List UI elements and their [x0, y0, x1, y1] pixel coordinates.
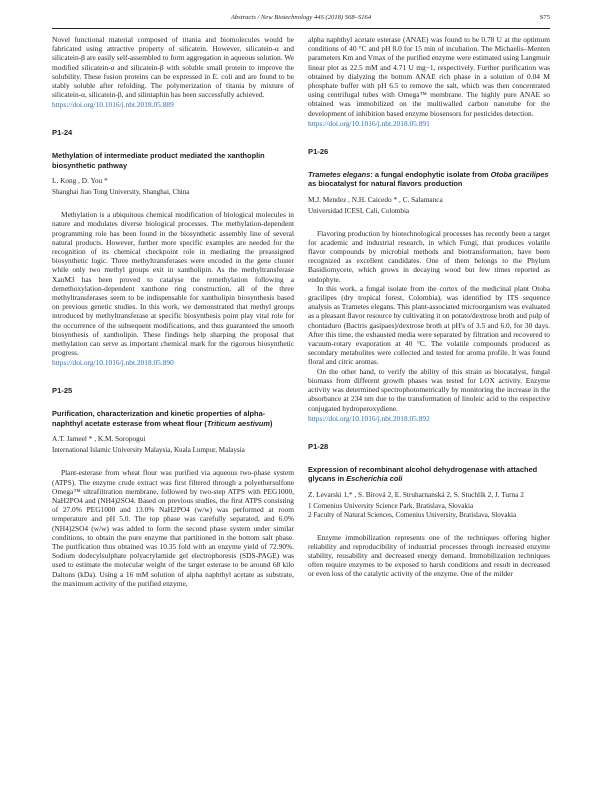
title-species: Otoba gracilipes: [490, 169, 549, 179]
abstract-affiliations: [308, 502, 550, 520]
page-number: S75: [539, 14, 550, 21]
doi-link-889[interactable]: https://doi.org/10.1016/j.nbt.2018.05.889: [52, 100, 174, 110]
header-rule: [52, 28, 550, 29]
abstract-authors: L. Kong , D. You *: [52, 176, 108, 186]
left-column: [52, 35, 294, 775]
abstract-p1-28: [308, 442, 550, 579]
intro-text: Novel functional material composed of titania and biomolecules would be fabricated using attractive property of silicatein. However, silicatein-α and silicatein-β are easily self-assembled to form aggregation in aqueous solution. We modified silicatein-α and silicatein-β with soluble small protein to improve the solubility. These fusion proteins can be expressed in E. coli and are found to be stably soluble after refolding. The polymerization of titania by mixture of silicatein-α, silicatein-β, and silintaphin has been successfully achieved.: [52, 35, 294, 100]
title-part: ): [269, 418, 273, 428]
title-part: Expression of recombinant alcohol dehydrogenase with attached glycans in: [308, 464, 538, 484]
doi-link-890[interactable]: https://doi.org/10.1016/j.nbt.2018.05.890: [52, 358, 174, 368]
abstract-affiliation: Universidad ICESI, Cali, Colombia: [308, 206, 410, 215]
doi-link-891[interactable]: https://doi.org/10.1016/j.nbt.2018.05.891: [308, 118, 430, 128]
abstract-authors: M.J. Mendez , N.H. Caicedo * , C. Salamanca: [308, 194, 443, 204]
abstract-continued: [308, 35, 550, 129]
abstract-title: [52, 409, 294, 428]
abstract-title: [308, 170, 550, 189]
doi-link-892[interactable]: https://doi.org/10.1016/j.nbt.2018.05.892: [308, 413, 430, 423]
abstract-code: P1-28: [308, 441, 329, 451]
abstract-body: Enzyme immobilization represents one of the techniques offering higher reliability and reproducibility of industrial processes through increased enzyme stability, reusability and decreased energy demand. Immobilization techniques often require enzymes to be exposed to harsh conditions and result in decreased or even loss of the catalytic activity of the enzyme. One of the milder: [308, 532, 550, 579]
affiliation-2: 2 Faculty of Natural Sciences, Comenius University, Bratislava, Slovakia: [308, 510, 517, 519]
abstract-code: P1-25: [52, 386, 73, 396]
abstract-authors: Z. Levarski 1,* , S. Bírová 2, E. Struharnanská 2, S. Stuchlík 2, J. Turna 2: [308, 489, 524, 499]
abstract-code: P1-26: [308, 146, 329, 156]
abstract-body: Methylation is a ubiquitous chemical modification of biological molecules in nature and modulates diverse biological processes. The methylation-dependent programming role has been found in the biosynthetic assembly line of several natural products. However, further more specific examples are needed for the recognition of its chemical checkpoint role in mediating the preassigned biosynthetic logic. Three methyltransferases were encoded in the gene cluster while only two methyl groups exit in xantholipin. As the methyltransferase XanM3 has been proved to catalyse the remethylation following a demethoxylation-dependent xanthone ring construction, all of the three methyltransferases seem to be indispensable for xantholipin biosynthesis based on previous genetic studies. In this work, we demonstrated that methyl groups introduced by methyltransferase at specific biosynthesis point play vital role for the occurrence of the subsequent modifications, and thus guaranteed the smooth biosynthesis of xantholipin. These findings help sharping the proposal that methylation can serve as important chemical mark for the rigorous biosynthetic progress.: [52, 210, 294, 358]
abstract-p1-24: [52, 128, 294, 368]
abstract-body-2: In this work, a fungal isolate from the cortex of the medicinal plant Otoba gracilipes (dry tropical forest, Colombia), was identified by ITS sequence analysis as Trametes elegans. This plant-associated microorganism was evaluated as a pleasant flavor resource by cultivating it on potato/dextrose broth and pulp of chontaduro (Bactris gasipaes)/dextrose broth at pH's of 3.5 and 6.0, for 30 days. After this time, the exhausted media were separated by filtration and recovered to vacuum-rotary evaporation at 40 °C. The volatile compounds produced as secondary metabolites were collected and tested for aroma profile. It was found floral and citric aromas.: [308, 283, 550, 367]
abstract-body-3: On the other hand, to verify the ability of this strain as biocatalyst, fungal biomass from different growth phases was tested for LOX activity. Enzyme activity was determined spectrophotometrically by monitoring the increase in the absorbance at 234 nm due to the transformation of linoleic acid to the respective conjugated hydroperoxydiene.: [308, 366, 550, 413]
abstract-title: Methylation of intermediate product mediated the xanthoplin biosynthetic pathway: [52, 151, 265, 170]
title-part: as biocatalyst for natural flavors production: [308, 179, 463, 189]
abstract-code: P1-24: [52, 128, 73, 138]
abstract-continued: [52, 35, 294, 110]
abstract-affiliation: International Islamic University Malaysia, Kuala Lumpur, Malaysia: [52, 446, 245, 455]
title-species: Trametes elegans: [308, 169, 371, 179]
abstract-p1-26: [308, 147, 550, 424]
abstract-authors: A.T. Jameel * , K.M. Soropogui: [52, 434, 146, 444]
title-part: Purification, characterization and kinetic properties of alpha-naphthyl acetate esterase from wheat flour (: [52, 409, 266, 428]
abstract-title: [308, 465, 550, 484]
title-part: : a fungal endophytic isolate from: [370, 169, 491, 179]
abstract-p1-25: [52, 386, 294, 587]
continued-text: alpha naphthyl acetate esterase (ANAE) was found to be 0.78 U at the optimum conditions of 40 °C and pH 8.0 for 15 min of incubation. The Michaelis–Menten parameters Km and Vmax of the purified enzyme were estimated using Langmuir linear plot as 22.5 mM and 4.71 U mg−1, respectively. Further purification was obtained by dialyzing the bottom ANAE rich phase in a solution of 0.04 M phosphate buffer with pH 6.5 to remove the salt, which was then concentrated using centrifugal tubes with Omega™ membrane. The highly pure ANAE so obtained was immobilized on the multiwalled carbon nanotube for the development of inhibition based enzyme biosensors for pesticides detection.: [308, 35, 550, 118]
title-species: Escherichia coli: [346, 474, 403, 484]
abstract-body-1: Flavoring production by biotechnological processes has recently been a target for academic and industrial research, in which Fungi, that produces volatile flavor compounds by microbial methods and biotransformation, have been recognized as excellent candidates. One of them belongs to the Phylum Basidiomycete, which grows in decaying wood but few times reported as endophyte.: [308, 228, 550, 284]
journal-citation: Abstracts / New Biotechnology 44S (2018) S68–S164: [230, 14, 372, 21]
abstract-affiliation: Shanghai Jiao Tong University, Shanghai, China: [52, 188, 190, 197]
title-species: Triticum aestivum: [206, 418, 270, 428]
affiliation-1: 1 Comenius University Science Park, Bratislava, Slovakia: [308, 501, 474, 510]
running-header: [52, 14, 550, 26]
abstract-body: Plant-esterase from wheat flour was purified via aqueous two-phase system (ATPS). The enzyme crude extract was first filtered through a polyethersulfone Omega™ ultrafiltration membrane, followed by two-step ATPS with PEG1000, NaH2PO4 and (NH4)2SO4. Based on previous studies, the first ATPS consisting of 27.0% PEG1000 and 13.0% NaH2PO4 (w/w) was performed at room temperature and pH 5.0. The top phase was carefully separated, and 6.0% (NH4)2SO4 (w/w) was added to form the second phase system under similar conditions, to obtain the pure enzyme that partitioned in the bottom salt phase. The purification thus obtained was 10.35 fold with an enzyme yield of 72.90%. Sodium dodecylsulphate polyacrylamide gel electrophoresis (SDS-PAGE) was used to estimate the molecular weight of the target esterase to be around 68 kilo Daltons (kDa). Using a 16 mM solution of alpha naphthyl acetate as substrate, the maximum activity of the purified enzyme,: [52, 468, 294, 588]
right-column: [308, 35, 550, 775]
